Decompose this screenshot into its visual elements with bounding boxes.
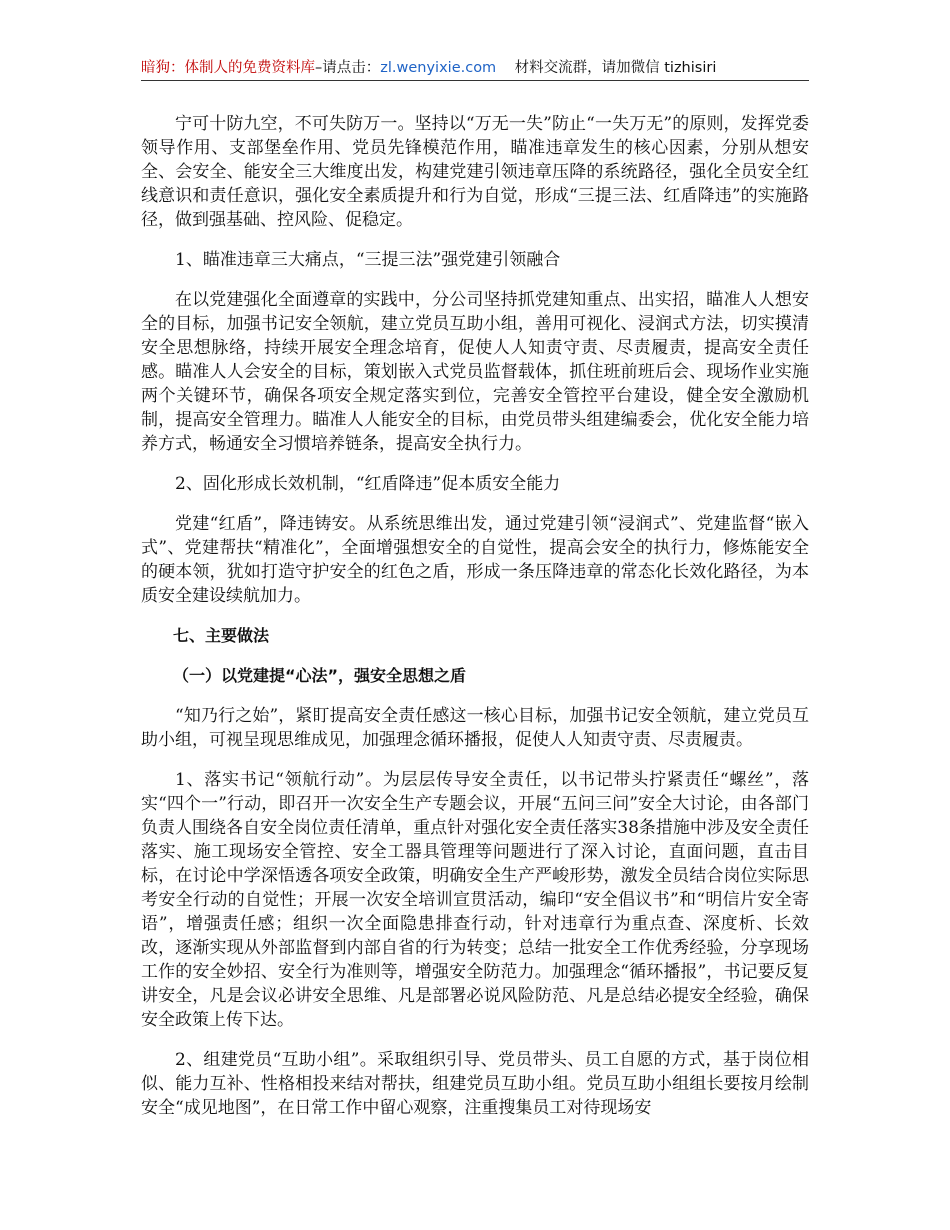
paragraph-4: 1、落实书记“领航行动”。为层层传导安全责任，以书记带头拧紧责任“螺丝”，落实“四个一”行动，即召开一次安全生产专题会议，开展“五问三问”安全大讨论，由各部门负责人围绕各自安全岗位责任清单，重点针对强化安全责任落实38条措施中涉及安全责任落实、施工现场安全管控、安全工器具管理等问题进行了深入讨论，直面问题，直击目标，在讨论中学深悟透各项安全政策，明确安全生产严峻形势，激发全员结合岗位实际思考安全行动的自觉性；开展一次安全培训宣贯活动，编印“安全倡议书”和“明信片安全寄语”，增强责任感；组织一次全面隐患排查行动，针对违章行为重点查、深度析、长效改，逐渐实现从外部监督到内部自省的行为转变；总结一批安全工作优秀经验，分享现场工作的安全妙招、安全行为准则等，增强安全防范力。加强理念“循环播报”，书记要反复讲安全，凡是会议必讲安全思维、凡是部署必说风险防范、凡是总结必提安全经验，确保安全政策上传下达。 [141, 770, 809, 1030]
subsection-heading: （一）以党建提“心法”，强安全思想之盾 [173, 666, 467, 685]
section-heading-2: 2、固化形成长效机制，“红盾降违”促本质安全能力 [175, 474, 561, 494]
document-body [141, 112, 809, 1136]
paragraph-3: “知乃行之始”，紧盯提高安全责任感这一核心目标，加强书记安全领航，建立党员互助小组，可视呈现思维成见，加强理念循环播报，促使人人知责守责、尽责履责。 [141, 706, 809, 750]
paragraph-intro: 宁可十防九空，不可失防万一。坚持以“万无一失”防止“一失万无”的原则，发挥党委领导作用、支部堡垒作用、党员先锋模范作用，瞄准违章发生的核心因素，分别从想安全、会安全、能安全三大维度出发，构建党建引领违章压降的系统路径，强化全员安全红线意识和责任意识，强化安全素质提升和行为自觉，形成“三提三法、红盾降违”的实施路径，做到强基础、控风险、促稳定。 [141, 114, 809, 230]
paragraph-2: 党建“红盾”，降违铸安。从系统思维出发，通过党建引领“浸润式”、党建监督“嵌入式”、党建帮扶“精准化”，全面增强想安全的自觉性，提高会安全的执行力，修炼能安全的硬本领，犹如打造守护安全的红色之盾，形成一条压降违章的常态化长效化路径，为本质安全建设续航加力。 [141, 514, 809, 606]
chapter-heading: 七、主要做法 [173, 626, 270, 645]
header-url-link[interactable]: zl.wenyixie.com [380, 60, 497, 76]
page-header [141, 58, 809, 81]
header-click-prompt: –请点击： [315, 60, 381, 76]
section-heading-1: 1、瞄准违章三大痛点，“三提三法”强党建引领融合 [175, 250, 561, 270]
paragraph-5: 2、组建党员“互助小组”。采取组织引导、党员带头、员工自愿的方式，基于岗位相似、能力互补、性格相投来结对帮扶，组建党员互助小组。党员互助小组组长要按月绘制安全“成见地图”，在日常工作中留心观察，注重搜集员工对待现场安 [141, 1050, 809, 1118]
paragraph-1: 在以党建强化全面遵章的实践中，分公司坚持抓党建知重点、出实招，瞄准人人想安全的目标，加强书记安全领航，建立党员互助小组，善用可视化、浸润式方法，切实摸清安全思想脉络，持续开展安全理念培育，促使人人知责守责、尽责履责，提高安全责任感。瞄准人人会安全的目标，策划嵌入式党员监督载体，抓住班前班后会、现场作业实施两个关键环节，确保各项安全规定落实到位，完善安全管控平台建设，健全安全激励机制，提高安全管理力。瞄准人人能安全的目标，由党员带头组建编委会，优化安全能力培养方式，畅通安全习惯培养链条，提高安全执行力。 [141, 290, 809, 454]
header-group-note: 材料交流群，请加微信 tizhisiri [514, 60, 717, 76]
header-site-name: 暗狗：体制人的免费资料库 [141, 60, 315, 76]
